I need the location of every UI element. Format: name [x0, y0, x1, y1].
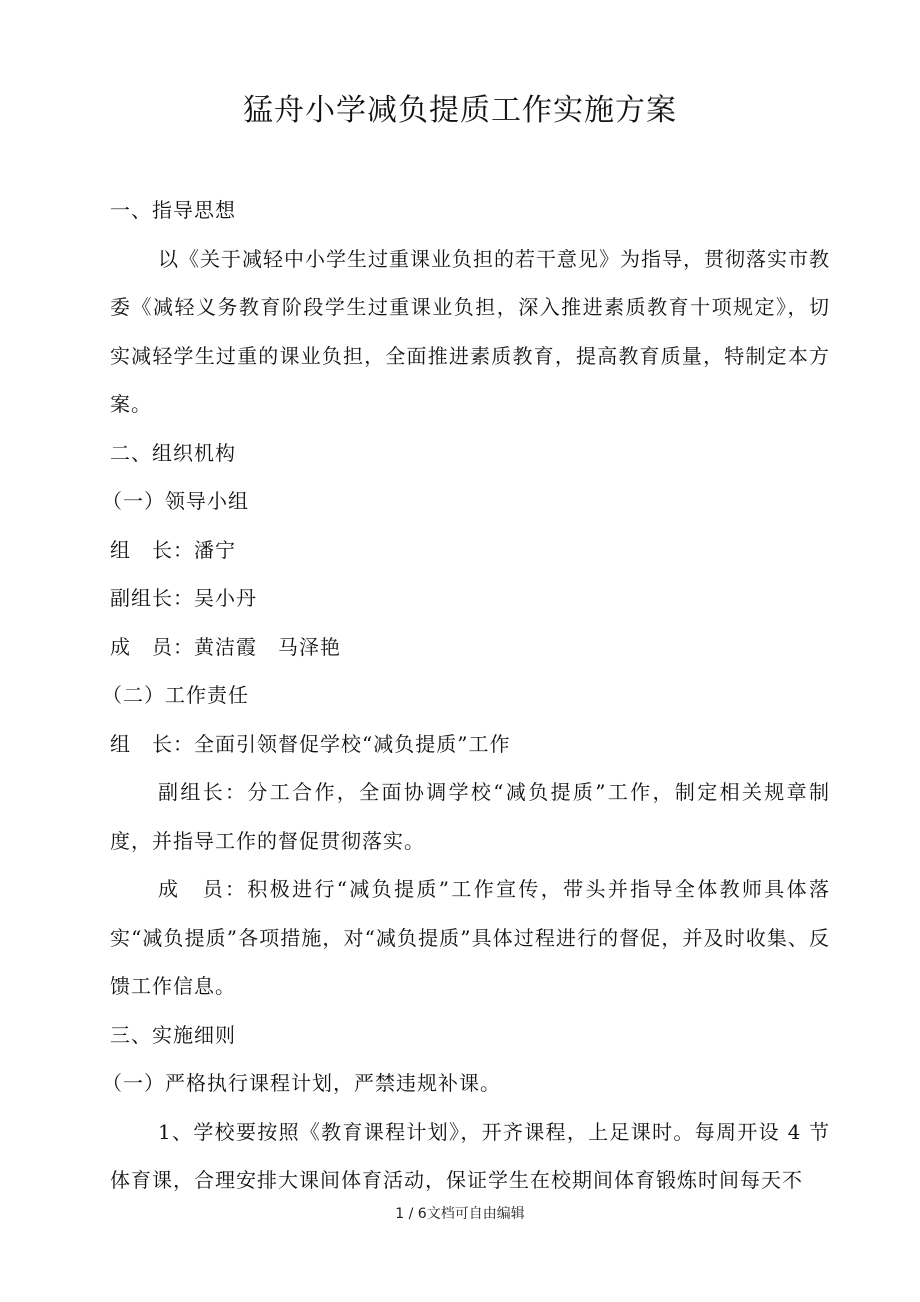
- subheading-leadership-group: （一）领导小组: [102, 489, 249, 513]
- members-line: 成 员：黄洁霞 马泽艳: [110, 634, 341, 659]
- deputy-leader-line: 副组长：吴小丹: [110, 586, 257, 610]
- paragraph-guiding-ideology: 以《关于减轻中小学生过重课业负担的若干意见》为指导，贯彻落实市教委《减轻义务教育阶段学生过重课业负担，深入推进素质教育十项规定》，切实减轻学生过重的课业负担，全面推进素质教育，提高教育质量，特制定本方案。: [110, 246, 830, 416]
- subheading-curriculum-plan: （一）严格执行课程计划，严禁违规补课。: [102, 1071, 501, 1095]
- duty-deputy-paragraph: 副组长：分工合作，全面协调学校“减负提质”工作，制定相关规章制度，并指导工作的督促贯彻落实。: [110, 780, 830, 853]
- paragraph-item-1: 1、学校要按照《教育课程计划》，开齐课程，上足课时。每周开设 4 节体育课，合理安排大课间体育活动，保证学生在校期间体育锻炼时间每天不: [110, 1119, 830, 1192]
- page-footer: 1 / 6文档可自由编辑: [395, 1206, 525, 1222]
- section-heading-implementation: 三、实施细则: [110, 1022, 236, 1047]
- section-heading-organization: 二、组织机构: [110, 440, 236, 465]
- leader-line: 组 长：潘宁: [110, 537, 236, 562]
- section-heading-guiding-ideology: 一、指导思想: [110, 198, 236, 222]
- document-body: [102, 186, 830, 1205]
- duty-leader-paragraph: 组 长：全面引领督促学校“减负提质”工作: [110, 731, 511, 756]
- document-title: 猛舟小学减负提质工作实施方案: [243, 93, 677, 128]
- duty-members-paragraph: 成 员：积极进行“减负提质”工作宣传，带头并指导全体教师具体落实“减负提质”各项措施，对“减负提质”具体过程进行的督促，并及时收集、反馈工作信息。: [110, 877, 830, 998]
- subheading-work-responsibilities: （二）工作责任: [102, 683, 249, 707]
